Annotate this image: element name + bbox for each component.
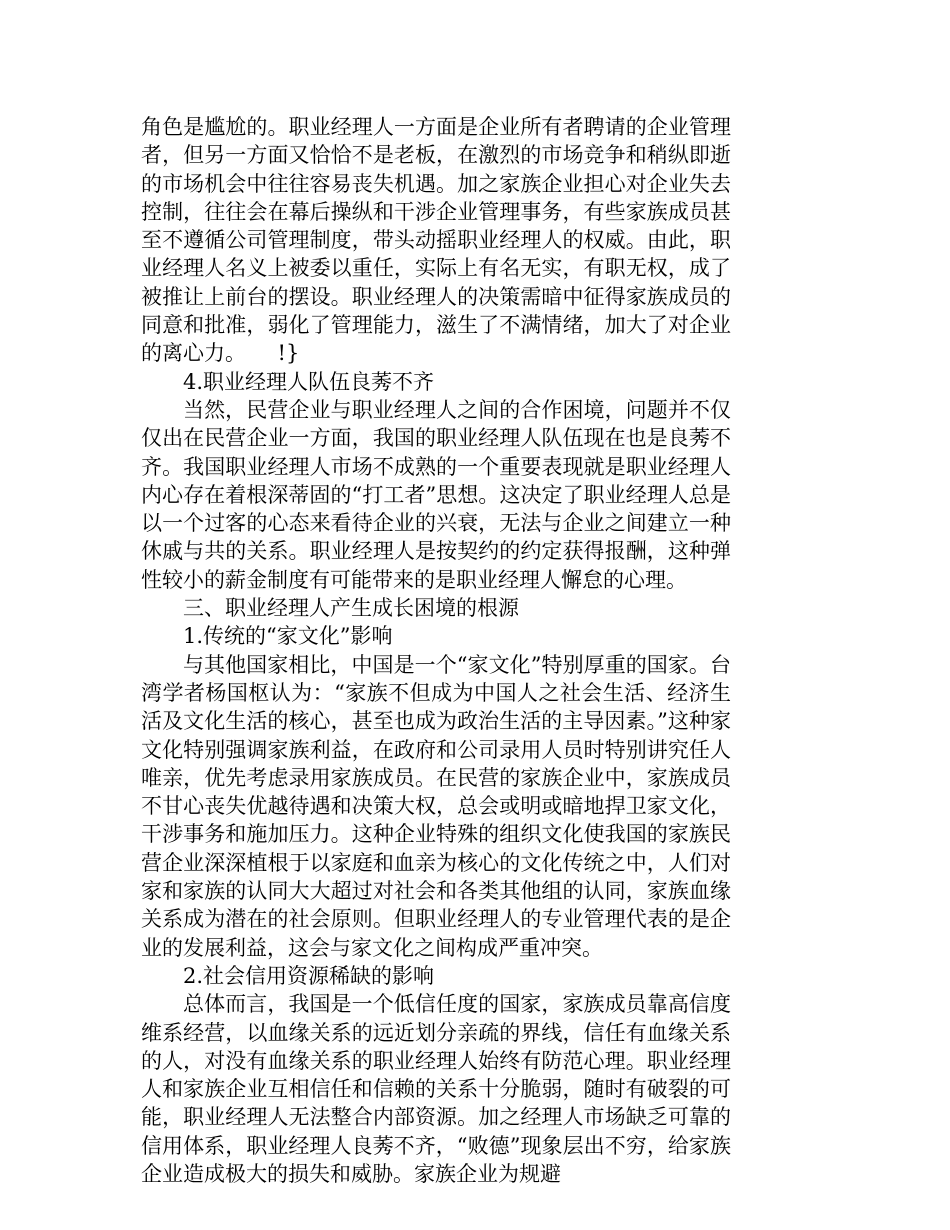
paragraph: 与其他国家相比，中国是一个“家文化”特别厚重的国家。台湾学者杨国枢认为：“家族不但成为中国人之社会生活、经济生活及文化生活的核心，甚至也成为政治生活的主导因素。”这种家文化特别强调家族利益，在政府和公司录用人员时特别讲究任人唯亲，优先考虑录用家族成员。在民营的家族企业中，家族成员不甘心丧失优越待遇和决策大权，总会或明或暗地捍卫家文化，干涉事务和施加压力。这种企业特殊的组织文化使我国的家族民营企业深深植根于以家庭和血亲为核心的文化传统之中，人们对家和家族的认同大大超过对社会和各类其他组的认同，家族血缘关系成为潜在的社会原则。但职业经理人的专业管理代表的是企业的发展利益，这会与家文化之间构成严重冲突。: [141, 652, 731, 960]
section-heading-1: 1.传统的“家文化”影响: [183, 624, 393, 649]
document-page: [141, 113, 731, 1188]
section-heading-4: 4.职业经理人队伍良莠不齐: [183, 369, 435, 394]
section-heading-2: 2.社会信用资源稀缺的影响: [183, 963, 435, 988]
paragraph: 当然，民营企业与职业经理人之间的合作困境，问题并不仅仅出在民营企业一方面，我国的职业经理人队伍现在也是良莠不齐。我国职业经理人市场不成熟的一个重要表现就是职业经理人内心存在着根深蒂固的“打工者”思想。这决定了职业经理人总是以一个过客的心态来看待企业的兴衰，无法与企业之间建立一种休戚与共的关系。职业经理人是按契约的约定获得报酬，这种弹性较小的薪金制度有可能带来的是职业经理人懈怠的心理。: [141, 397, 731, 592]
chapter-heading-3: 三、职业经理人产生成长困境的根源: [183, 596, 519, 621]
paragraph-continued: 角色是尴尬的。职业经理人一方面是企业所有者聘请的企业管理者，但另一方面又恰恰不是老板，在激烈的市场竞争和稍纵即逝的市场机会中往往容易丧失机遇。加之家族企业担心对企业失去控制，往往会在幕后操纵和干涉企业管理事务，有些家族成员甚至不遵循公司管理制度，带头动摇职业经理人的权威。由此，职业经理人名义上被委以重任，实际上有名无实，有职无权，成了被推让上前台的摆设。职业经理人的决策需暗中征得家族成员的同意和批准，弱化了管理能力，滋生了不满情绪，加大了对企业的离心力。 !}: [141, 115, 731, 366]
paragraph: 总体而言，我国是一个低信任度的国家，家族成员靠高信度维系经营，以血缘关系的远近划分亲疏的界线，信任有血缘关系的人，对没有血缘关系的职业经理人始终有防范心理。职业经理人和家族企业互相信任和信赖的关系十分脆弱，随时有破裂的可能，职业经理人无法整合内部资源。加之经理人市场缺乏可靠的信用体系，职业经理人良莠不齐，“败德”现象层出不穷，给家族企业造成极大的损失和威胁。家族企业为规避: [141, 992, 731, 1186]
